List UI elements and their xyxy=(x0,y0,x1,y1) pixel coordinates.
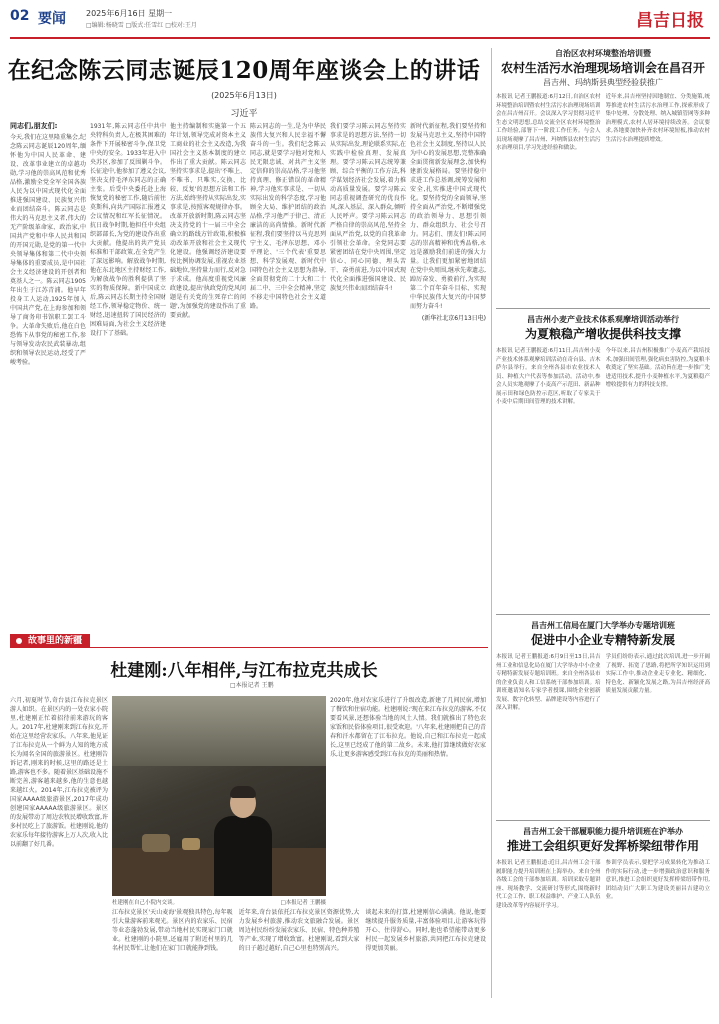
banner-rule xyxy=(10,647,488,648)
article-column: 本报讯 记者王鹏报道:6月11日,昌吉州小麦产业技术体系观摩培训活动在奇台县、吉木萨尔县举行。来自全州各县市农业技术人员、种植大户代表等参加活动。活动中,参会人员实地观摩了小麦高产示范田、新品种展示田和绿色防控示范区,听取了专家关于小麦中后期田间管理的技术讲解。 xyxy=(496,348,601,405)
newspaper-logo: 昌吉日报 xyxy=(636,11,704,31)
article-title: 农村生活污水治理现场培训会在昌召开 xyxy=(500,61,705,75)
story-right-column: 2020年,他对农家乐进行了升级改造,新建了几间民宿,增加了餐饮和住宿功能。杜建刚说:'现在来江布拉克的游客,不仅要看风景,还想体验当地的风土人情。我们就推出了特色农家饭和民俗体验项目,很受欢迎。'八年来,杜建刚把自己的青春和汗水都留在了江布拉克。他说,自己和江布拉克一起成长,这里已经成了他的第二故乡。未来,他打算继续做好农家乐,让更多游客感受到江布拉克的美丽和热情。 xyxy=(330,697,486,758)
column-text: 陈云同志的一生,是为中华民族伟大复兴和人民幸福不懈奋斗的一生。我们纪念陈云同志,就是要学习他对党和人民无限忠诚、对共产主义坚定信仰的崇高品格,学习他坚持真理、修正错误的革命精神,学习他实事求是、一切从实际出发的科学态度,学习他顾全大局、维护团结的政治品格,学习他严于律己、清正廉洁的高尚情操。新时代新征程,我们要坚持以马克思列宁主义、毛泽东思想、邓小平理论、'三个代表'重要思想、科学发展观、新时代中国特色社会主义思想为指导,全面贯彻党的二十大和二十届二中、三中全会精神,坚定不移走中国特色社会主义道路。 xyxy=(250,123,326,310)
article-body xyxy=(496,93,710,293)
side-article-wheat xyxy=(496,314,710,610)
article-column xyxy=(410,122,486,630)
article-header xyxy=(496,826,710,855)
side-article-union xyxy=(496,826,710,1014)
banner-label: 故事里的新疆 xyxy=(28,636,83,646)
article-column xyxy=(170,122,246,630)
story-bottom-columns xyxy=(112,908,486,1012)
article-kicker: 昌吉州工会干部履职能力提升培训班在沪举办 xyxy=(523,827,683,836)
article-header xyxy=(496,620,710,649)
article-column xyxy=(250,122,326,630)
page-header xyxy=(10,6,710,36)
article-kicker: 自治区农村环境整治培训暨 xyxy=(555,49,651,58)
article-column: 本报讯 记者王鹏报道:近日,昌吉州工会干部履职能力提升培训班在上海举办。来自全州各级工会的干部参加培训。培训采取专题讲座、现场教学、交流研讨等形式,围绕新时代工会工作、职工权益维护、产业工人队伍建设改革等内容展开学习。 xyxy=(496,860,601,909)
article-body xyxy=(496,347,710,605)
banner-tag xyxy=(10,634,90,648)
article-header xyxy=(496,48,710,89)
main-article-date: (2025年6月13日) xyxy=(211,91,277,100)
photo-credit: □本报记者 王鹏摄 xyxy=(280,900,326,906)
column-divider xyxy=(491,48,492,998)
photo-object xyxy=(182,838,200,850)
main-article-title: 在纪念陈云同志诞辰120周年座谈会上的讲话 xyxy=(7,57,481,84)
issue-date: 2025年6月16日 星期一 xyxy=(86,9,173,18)
column-text: 他主持编制和实施第一个五年计划,领导完成对资本主义工商业的社会主义改造,为我国社会主义基本制度的建立作出了重大贡献。陈云同志坚持实事求是,提出'不唯上、不唯书、只唯实,交换、比较、反复'的思想方法和工作方法,始终坚持从实际出发,实事求是,按照客观规律办事。改革开放新时期,陈云同志坚决支持党的十一届三中全会确立的路线方针政策,积极推动改革开放和社会主义现代化建设。他强调经济建设要按比例协调发展,重视农业基础地位,坚持量力而行,反对急于求成。他高度重视党风廉政建设,提出'执政党的党风问题是有关党的生死存亡的问题',为加强党的建设作出了重要贡献。 xyxy=(170,123,246,319)
person-body xyxy=(214,816,272,896)
side-article-sme xyxy=(496,620,710,816)
section-name: 要闻 xyxy=(38,11,66,27)
article-column: 近年来,昌吉州坚持因地制宜、分类施策,统筹推进农村生活污水治理工作,探索形成了集中处理、分散处理、纳入城镇管网等多种治理模式,农村人居环境持续改善。会议要求,各地要加快补齐农村环境短板,推动农村生活污水治理提质增效。 xyxy=(605,94,710,143)
photo-person xyxy=(210,788,274,896)
column-text: 今天,我们在这里隆重集会,纪念陈云同志诞辰120周年,缅怀他为中国人民革命、建设、改革事业建立的卓越功勋,学习他的崇高风范和优秀品格,激励全党全军全国各族人民为以中国式现代化全面推进强国建设、民族复兴伟业而团结奋斗。陈云同志是伟大的马克思主义者,伟大的无产阶级革命家、政治家,中国共产党和中华人民共和国的开国元勋,是党的第一代中央领导集体和第二代中央领导集体的重要成员,是中国社会主义经济建设的开创者和奠基人之一。陈云同志1905年出生于江苏青浦。他早年投身工人运动,1925年加入中国共产党,在上海参加和领导了商务印书馆职工罢工斗争。大革命失败后,他在白色恐怖下从事党的秘密工作,参与领导发动农民武装暴动,组织和领导农民运动,经受了严峻考验。 xyxy=(10,134,86,366)
editor-credits: □编辑:杨晓雪 □版式:任雪红 □校对:王月 xyxy=(86,22,197,29)
story-title: 杜建刚:八年相伴,与江布拉克共成长 xyxy=(110,661,378,681)
article-column: 本报讯 记者王鹏报道:6月9日至13日,昌吉州工业和信息化局在厦门大学举办中小企业专精特新发展专题培训班。来自全州各县市的企业负责人和工信系统干部参加培训。培训班邀请知名专家学者授课,围绕企业创新发展、数字化转型、品牌建设等内容进行了深入讲解。 xyxy=(496,654,601,711)
article-kicker: 昌吉州小麦产业技术体系观摩培训活动举行 xyxy=(527,315,679,324)
person-hair xyxy=(230,786,256,798)
article-body xyxy=(496,653,710,813)
article-header xyxy=(496,314,710,343)
story-byline: □本报记者 王鹏 xyxy=(230,682,274,689)
article-column xyxy=(330,122,406,630)
story-column: 近年来,奇台县依托江布拉克景区资源优势,大力发展乡村旅游,推动农文旅融合发展。景区周边村民纷纷发展农家乐、民宿、特色种养殖等产业,实现了增收致富。杜建刚说,看到大家的日子越过越好,自己心里也特别高兴。 xyxy=(238,909,360,952)
side-article-sewage xyxy=(496,48,710,304)
salutation: 同志们,朋友们: xyxy=(10,122,58,130)
article-title: 为夏粮稳产增收提供科技支撑 xyxy=(524,327,681,341)
section-banner xyxy=(10,634,488,648)
article-divider xyxy=(496,308,710,309)
article-subtitle: 昌吉州、玛纳斯县典型经验获推广 xyxy=(543,78,663,87)
article-divider xyxy=(496,820,710,821)
article-kicker: 昌吉州工信局在厦门大学举办专题培训班 xyxy=(531,621,675,630)
caption-text: 杜建刚在自己小院内交谈。 xyxy=(112,900,179,906)
column-text: 新时代新征程,我们要坚持和发展马克思主义,坚持中国特色社会主义制度,坚持以人民为中心的发展思想,完整准确全面贯彻新发展理念,加快构建新发展格局。要坚持稳中求进工作总基调,统筹发展和安全,扎实推进中国式现代化。要坚持党的全面领导,坚持全面从严治党,不断增强党的政治领导力、思想引领力、群众组织力、社会号召力。同志们、朋友们!陈云同志的崇高精神和优秀品格,永远是激励我们前进的强大力量。让我们更加紧密地团结在党中央周围,继承先辈遗志,踔厉奋发、勇毅前行,为实现第二个百年奋斗目标、实现中华民族伟大复兴的中国梦而努力奋斗! xyxy=(410,123,486,310)
article-divider xyxy=(496,614,710,615)
page-number: 02 xyxy=(10,8,30,24)
column-text: 我们要学习陈云同志坚持实事求是的思想方法,坚持一切从实际出发,理论联系实际,在实践中检验真理、发展真理。要学习陈云同志统筹兼顾、综合平衡的工作方法,科学谋划经济社会发展,着力推动高质量发展。要学习陈云同志重视调查研究的优良作风,深入基层、深入群众,倾听人民呼声。要学习陈云同志严格自律的崇高风范,坚持全面从严治党,以党的自我革命引领社会革命。全党同志要紧密团结在党中央周围,坚定信心、同心同德、埋头苦干、奋勇前进,为以中国式现代化全面推进强国建设、民族复兴伟业而团结奋斗! xyxy=(330,123,406,292)
story-left-column: 六月,初夏时节,奇台县江布拉克景区游人如织。在景区内的一处农家小院里,杜建刚正忙着招待前来游玩的客人。2017年,杜建刚来到江布拉克,开始在这里经营农家乐。八年来,他见证了江布拉克从一个鲜为人知的地方成长为闻名全国的旅游景区。杜建刚告诉记者,刚来的时候,这里的路还是土路,游客也不多。随着景区基础设施不断完善,游客越来越多,他的生意也越来越红火。2014年,江布拉克被评为国家AAAA级旅游景区,2017年成功创建国家AAAAA级旅游景区。景区的发展带动了周边农牧民增收致富,许多村民吃上了旅游饭。杜建刚说,他的农家乐每年接待游客上万人次,收入比以前翻了好几番。 xyxy=(10,697,108,848)
photo-caption xyxy=(112,898,326,906)
column-text: 1931年,陈云同志任中共中央特科负责人,在极其困难的条件下开展秘密斗争,保卫党中央的安全。1933年进入中央苏区,参加了反围剿斗争。长征途中,他参加了遵义会议,坚决支持毛泽东同志的正确主张。后受中央委托赴上海恢复党的秘密工作,随后前往莫斯科,向共产国际汇报遵义会议情况和红军长征情况。抗日战争时期,他担任中央组织部部长,为党的建设作出重大贡献。他提出的共产党员标准和干部政策,在全党产生了深远影响。解放战争时期,他在东北地区主持财经工作,为解放战争的胜利提供了坚实的物质保障。新中国成立后,陈云同志长期主持全国财经工作,领导稳定物价、统一财经,迅速扭转了国民经济的困难局面,为社会主义经济建设打下了基础。 xyxy=(90,123,166,337)
header-divider xyxy=(10,37,710,39)
article-column: 学员们纷纷表示,通过此次培训,进一步开阔了视野、拓宽了思路,将把所学知识运用到实际工作中,推动企业走专业化、精细化、特色化、新颖化发展之路,为昌吉州经济高质量发展贡献力量。 xyxy=(605,654,710,694)
main-article-body xyxy=(10,122,486,630)
photo-background xyxy=(112,696,326,766)
article-column: 今年以来,昌吉州积极推广小麦高产栽培技术,加强田间管理,强化病虫害防控,为夏粮丰收奠定了坚实基础。活动旨在进一步推广先进适用技术,提升小麦种植水平,为夏粮稳产增收提供有力的科技支撑。 xyxy=(605,348,710,388)
article-column: 本报讯 记者王鹏报道:6月12日,自治区农村环境整治培训暨农村生活污水治理现场培训会在昌吉州召开。会议深入学习贯彻习近平生态文明思想,总结交流全区农村环境整治工作经验,部署下一阶段工作任务。与会人员现场观摩了昌吉州、玛纳斯县农村生活污水治理项目,学习先进经验和做法。 xyxy=(496,94,601,151)
article-title: 促进中小企业专精特新发展 xyxy=(530,633,675,647)
main-article-author: 习近平 xyxy=(230,109,258,119)
bullet-icon xyxy=(16,638,22,644)
story-column: 江布拉克景区'天山麦海'景观独具特色,每年吸引大量游客前来观光。景区内的农家乐、民宿等业态蓬勃发展,带动当地村民实现家门口就业。杜建刚的小院里,还雇用了附近村里的几名村民帮忙,让他们在家门口就能挣到钱。 xyxy=(112,909,233,952)
article-column: 参训学员表示,要把学习成果转化为推动工作的实际行动,进一步增强政治意识和服务意识,推进工会组织更好发挥桥梁纽带作用,团结动员广大职工为建设美丽昌吉建功立业。 xyxy=(605,860,710,900)
article-column xyxy=(90,122,166,630)
photo-object xyxy=(142,834,170,852)
story-column: 谈起未来的打算,杜建刚信心满满。他说,他要继续提升服务质量,丰富体验项目,让游客玩得开心、住得舒心。同时,他也希望能带动更多村民一起发展乡村旅游,共同把江布拉克建设得更加美丽。 xyxy=(365,909,487,952)
article-title: 推进工会组织更好发挥桥梁纽带作用 xyxy=(506,839,699,853)
article-signoff: (新华社北京6月13日电) xyxy=(421,315,486,322)
article-body xyxy=(496,859,710,1009)
story-photo xyxy=(112,696,326,896)
article-column xyxy=(10,122,86,630)
